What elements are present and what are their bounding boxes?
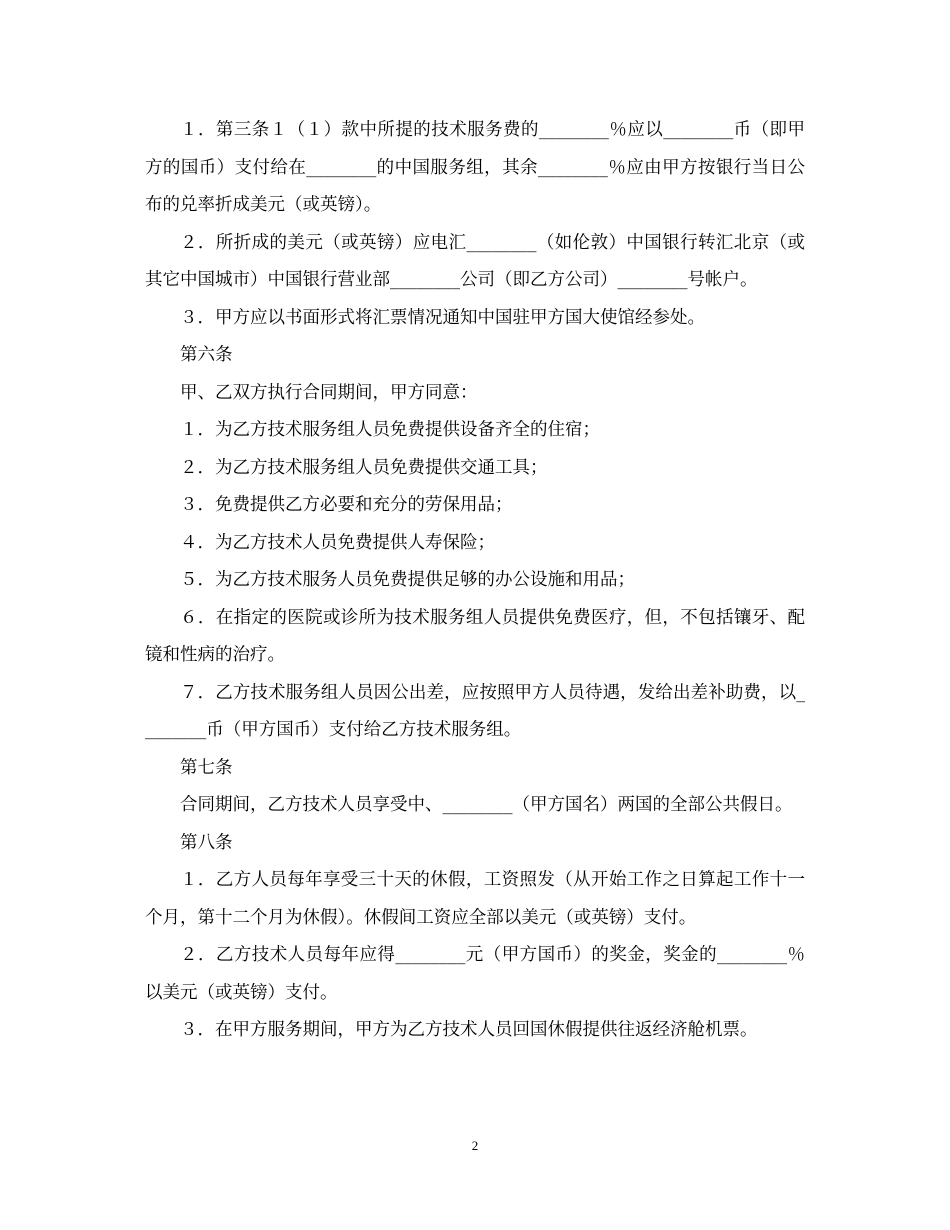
paragraph-article-6-intro: 甲、乙双方执行合同期间，甲方同意： [180,382,478,403]
article-heading-6: 第六条 [180,345,233,365]
paragraph-annual-leave: １．乙方人员每年享受三十天的休假，工资照发（从开始工作之日算起工作十一个月，第十二个月为休假）。休假间工资应全部以美元（或英镑）支付。 [145,870,805,928]
paragraph-travel-allowance: ７．乙方技术服务组人员因公出差，应按照甲方人员待遇，发给出差补助费，以________币（甲方国币）支付给乙方技术服务组。 [145,682,805,740]
paragraph-office-facilities: ５．为乙方技术服务人员免费提供足够的办公设施和用品； [180,570,635,590]
article-heading-8: 第八条 [180,832,233,853]
paragraph-public-holidays: 合同期间，乙方技术人员享受中、________（甲方国名）两国的全部公共假日。 [180,795,793,815]
paragraph-notify-embassy: ３．甲方应以书面形式将汇票情况通知中国驻甲方国大使馆经参处。 [180,307,705,328]
page-number: 2 [471,1138,479,1153]
article-heading-7: 第七条 [180,757,233,778]
paragraph-bonus: ２．乙方技术人员每年应得________元（甲方国币）的奖金，奖金的________％以美元（或英镑）支付。 [145,945,805,1003]
paragraph-accommodation: １．为乙方技术服务组人员免费提供设备齐全的住宿； [180,420,600,440]
paragraph-air-tickets: ３．在甲方服务期间，甲方为乙方技术人员回国休假提供往返经济舱机票。 [180,1020,758,1040]
paragraph-protective-supplies: ３．免费提供乙方必要和充分的劳保用品； [180,495,513,515]
paragraph-transport: ２．为乙方技术服务组人员免费提供交通工具； [180,457,548,478]
paragraph-payment-currency: １．第三条１（１）款中所提的技术服务费的________％应以________币（即甲方的国币）支付给在________的中国服务组，其余________％应由甲方按银行当日公布的兑率折成美元（或英镑）。 [145,120,805,215]
paragraph-medical-care: ６．在指定的医院或诊所为技术服务组人员提供免费医疗，但，不包括镶牙、配镜和性病的治疗。 [145,607,805,665]
paragraph-wire-transfer: ２．所折成的美元（或英镑）应电汇________（如伦敦）中国银行转汇北京（或其它中国城市）中国银行营业部________公司（即乙方公司）________号帐户。 [145,232,805,290]
document-body [145,112,805,1050]
paragraph-life-insurance: ４．为乙方技术人员免费提供人寿保险； [180,532,495,553]
